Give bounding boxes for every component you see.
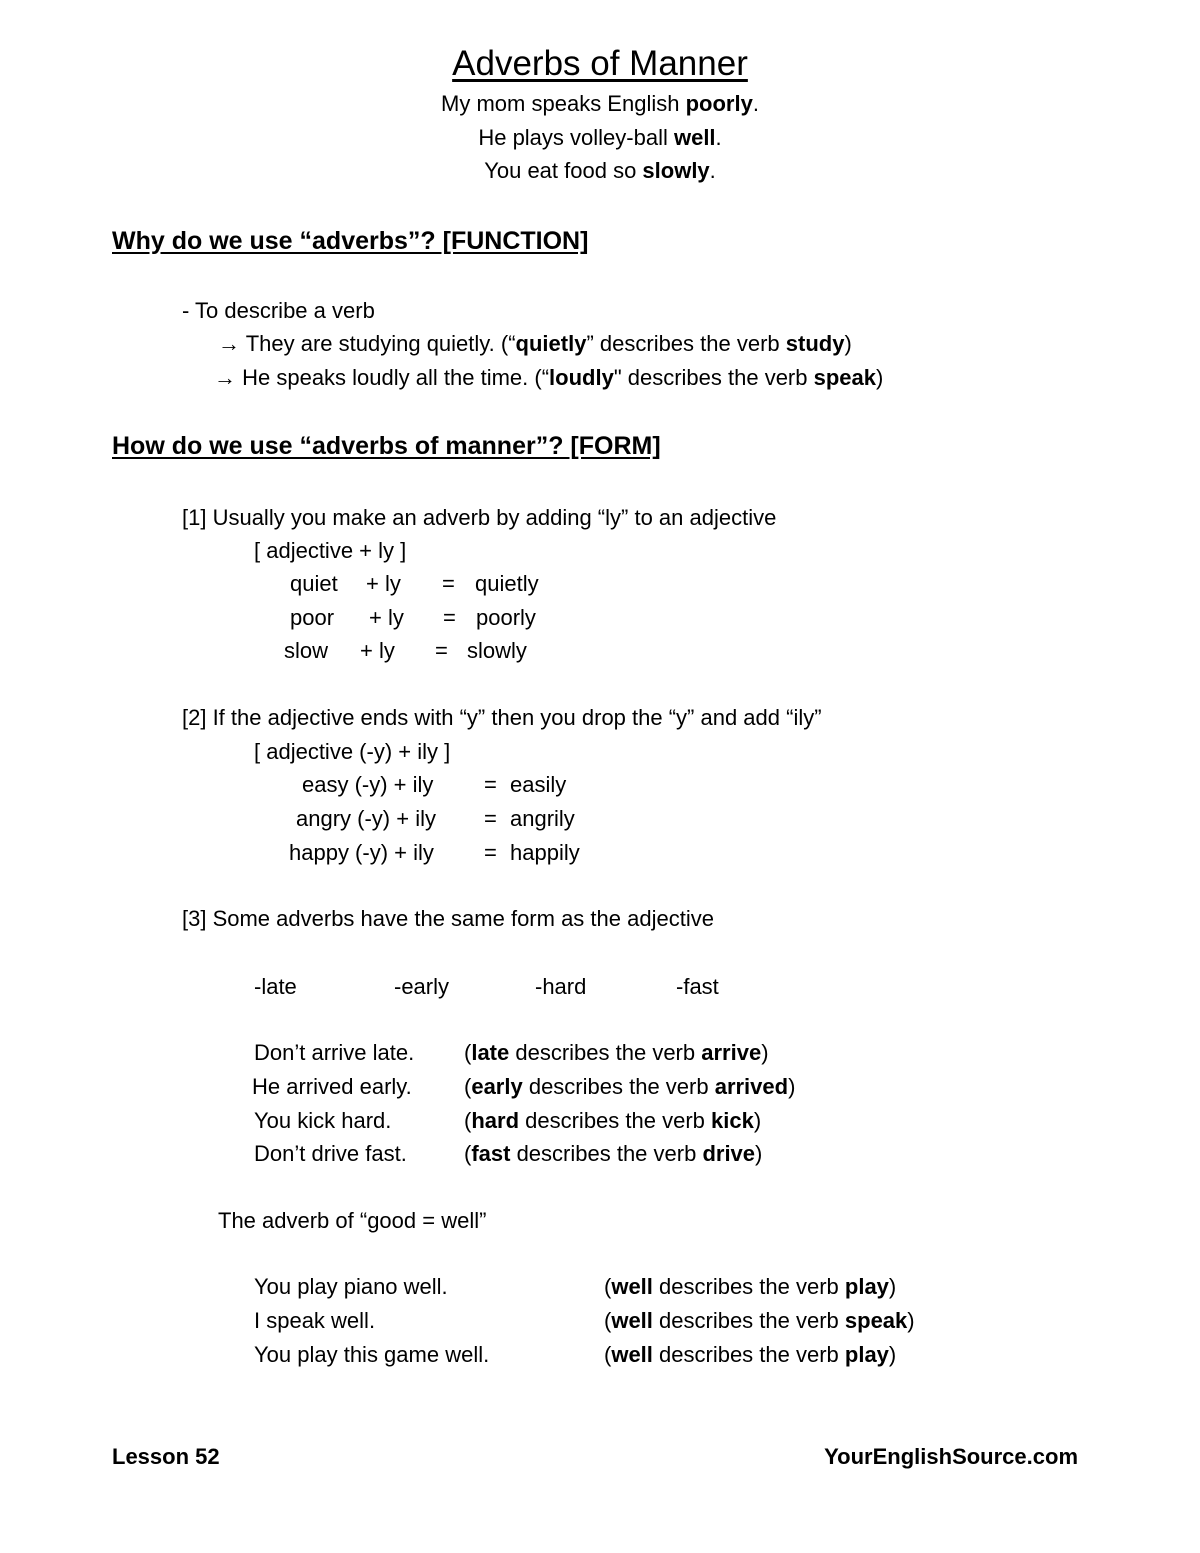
rule-3-word: -fast [676, 974, 719, 999]
rule-3-sentence: He arrived early. [252, 1074, 412, 1099]
rule-3-explanation: (fast describes the verb drive) [464, 1141, 763, 1166]
rule-1-equals: = [442, 571, 455, 596]
rule-2-equals: = [484, 840, 497, 865]
good-well-explanation: (well describes the verb play) [604, 1342, 897, 1367]
rule-1-plus: + ly [366, 571, 401, 596]
rule-1-adjective: poor [290, 605, 335, 630]
function-example: → He speaks loudly all the time. (“loudly" describes the verb speak) [214, 365, 884, 390]
rule-3-word: -late [254, 974, 297, 999]
rule-1-result: poorly [476, 605, 536, 630]
rule-1-plus: + ly [369, 605, 404, 630]
rule-2-equals: = [484, 806, 497, 831]
rule-2-adjective: easy (-y) + ily [302, 772, 434, 797]
rule-3-word: -early [394, 974, 450, 999]
rule-1-text: [1] Usually you make an adverb by adding “ly” to an adjective [182, 505, 777, 530]
rule-2-equals: = [484, 772, 497, 797]
rule-1-result: slowly [467, 638, 527, 663]
rule-3-explanation: (early describes the verb arrived) [464, 1074, 796, 1099]
rule-1-adjective: slow [284, 638, 329, 663]
form-heading: How do we use “adverbs of manner”? [FORM] [112, 432, 661, 460]
good-well-sentence: You play piano well. [254, 1274, 448, 1299]
rule-3-text: [3] Some adverbs have the same form as the adjective [182, 906, 714, 931]
good-well-sentence: You play this game well. [254, 1342, 490, 1367]
intro-sentence: You eat food so slowly. [484, 158, 716, 183]
function-point: - To describe a verb [182, 298, 375, 323]
rule-2-result: angrily [510, 806, 575, 831]
rule-1-result: quietly [475, 571, 539, 596]
good-well-explanation: (well describes the verb play) [604, 1274, 897, 1299]
page-title: Adverbs of Manner [452, 44, 748, 83]
rule-3-sentence: Don’t arrive late. [254, 1040, 415, 1065]
function-example: → They are studying quietly. (“quietly” describes the verb study) [218, 331, 852, 356]
arrow-icon: → [218, 331, 240, 356]
rule-3-word: -hard [535, 974, 587, 999]
good-well-explanation: (well describes the verb speak) [604, 1308, 915, 1333]
rule-1-equals: = [443, 605, 456, 630]
good-well-sentence: I speak well. [254, 1308, 376, 1333]
rule-1-equals: = [435, 638, 448, 663]
arrow-icon: → [214, 365, 236, 390]
rule-1-plus: + ly [360, 638, 395, 663]
rule-3-explanation: (late describes the verb arrive) [464, 1040, 769, 1065]
function-heading: Why do we use “adverbs”? [FUNCTION] [112, 227, 589, 255]
rule-2-adjective: angry (-y) + ily [296, 806, 436, 831]
rule-3-explanation: (hard describes the verb kick) [464, 1108, 762, 1133]
rule-2-text: [2] If the adjective ends with “y” then you drop the “y” and add “ily” [182, 705, 822, 730]
good-well-text: The adverb of “good = well” [218, 1208, 487, 1233]
lesson-number: Lesson 52 [112, 1444, 220, 1469]
rule-2-formula: [ adjective (-y) + ily ] [254, 739, 451, 764]
rule-2-result: happily [510, 840, 580, 865]
site-name: YourEnglishSource.com [824, 1444, 1078, 1469]
rule-3-sentence: Don’t drive fast. [254, 1141, 407, 1166]
rule-2-result: easily [510, 772, 567, 797]
rule-1-formula: [ adjective + ly ] [254, 538, 407, 563]
rule-1-adjective: quiet [290, 571, 338, 596]
intro-sentence: My mom speaks English poorly. [441, 91, 759, 116]
intro-sentence: He plays volley-ball well. [478, 125, 722, 150]
rule-3-sentence: You kick hard. [254, 1108, 392, 1133]
rule-2-adjective: happy (-y) + ily [289, 840, 434, 865]
